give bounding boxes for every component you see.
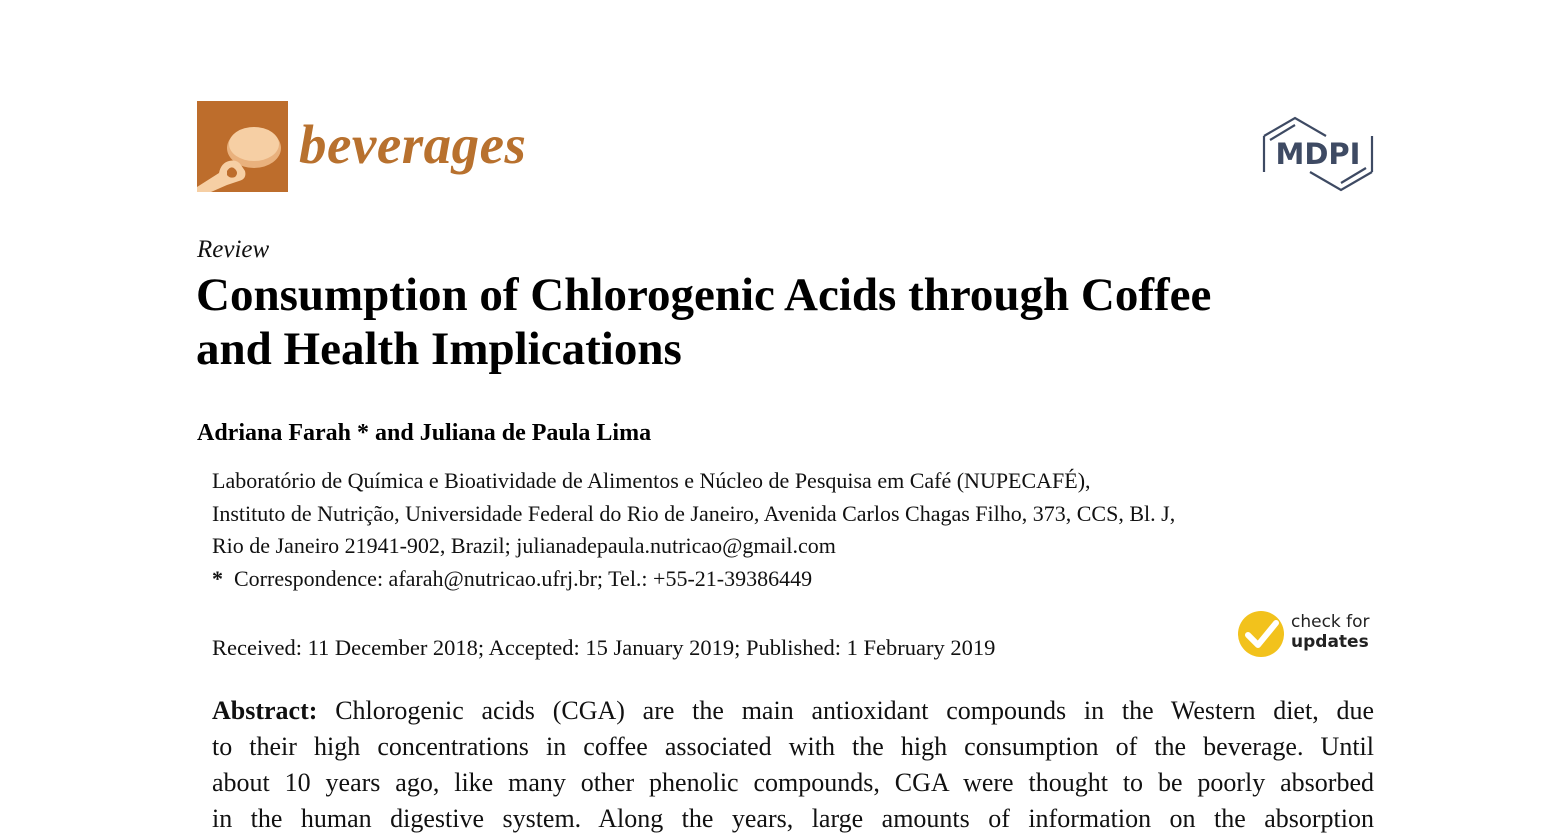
article-type: Review bbox=[197, 236, 270, 263]
journal-logo bbox=[197, 101, 288, 192]
paper-title bbox=[196, 268, 1396, 376]
journal-name: beverages bbox=[299, 114, 527, 175]
affiliation-line: Laboratório de Química e Bioatividade de Alimentos e Núcleo de Pesquisa em Café (NUPECAFÉ), bbox=[212, 468, 1091, 493]
updates-label: updates bbox=[1291, 632, 1369, 652]
check-for-updates-icon bbox=[1238, 611, 1284, 657]
correspondence-marker: * bbox=[212, 565, 223, 591]
mdpi-logo bbox=[1258, 114, 1378, 194]
affiliation-line: Rio de Janeiro 21941-902, Brazil; julianadepaula.nutricao@gmail.com bbox=[212, 533, 836, 558]
correspondence-text: Correspondence: afarah@nutricao.ufrj.br; Tel.: +55-21-39386449 bbox=[234, 565, 813, 591]
author-list: Adriana Farah * and Juliana de Paula Lima bbox=[197, 420, 652, 446]
abstract-line: Abstract: Chlorogenic acids (CGA) are the main antioxidant compounds in the Western diet, due bbox=[212, 696, 1375, 725]
publication-dates: Received: 11 December 2018; Accepted: 15 January 2019; Published: 1 February 2019 bbox=[212, 635, 996, 660]
abstract-line: to their high concentrations in coffee associated with the high consumption of the beverage. Until bbox=[212, 732, 1374, 761]
abstract-line: in the human digestive system. Along the years, large amounts of information on the absorption bbox=[212, 804, 1374, 833]
bottle-cap-and-opener-icon bbox=[197, 101, 288, 192]
title-line: Consumption of Chlorogenic Acids through Coffee bbox=[196, 269, 1212, 321]
title-line: and Health Implications bbox=[196, 323, 682, 375]
svg-text:MDPI: MDPI bbox=[1275, 137, 1361, 171]
abstract-line: about 10 years ago, like many other phenolic compounds, CGA were thought to be poorly absorbed bbox=[212, 768, 1374, 797]
abstract-label: Abstract: bbox=[212, 696, 318, 725]
affiliation-block bbox=[212, 465, 1392, 595]
check-for-updates-button[interactable] bbox=[1238, 610, 1378, 660]
affiliation-line: Instituto de Nutrição, Universidade Federal do Rio de Janeiro, Avenida Carlos Chagas Filho, 373, CCS, Bl. J, bbox=[212, 500, 1176, 526]
check-for-label: check for bbox=[1291, 612, 1370, 632]
abstract bbox=[212, 693, 1374, 837]
correspondence-line bbox=[212, 563, 1392, 596]
